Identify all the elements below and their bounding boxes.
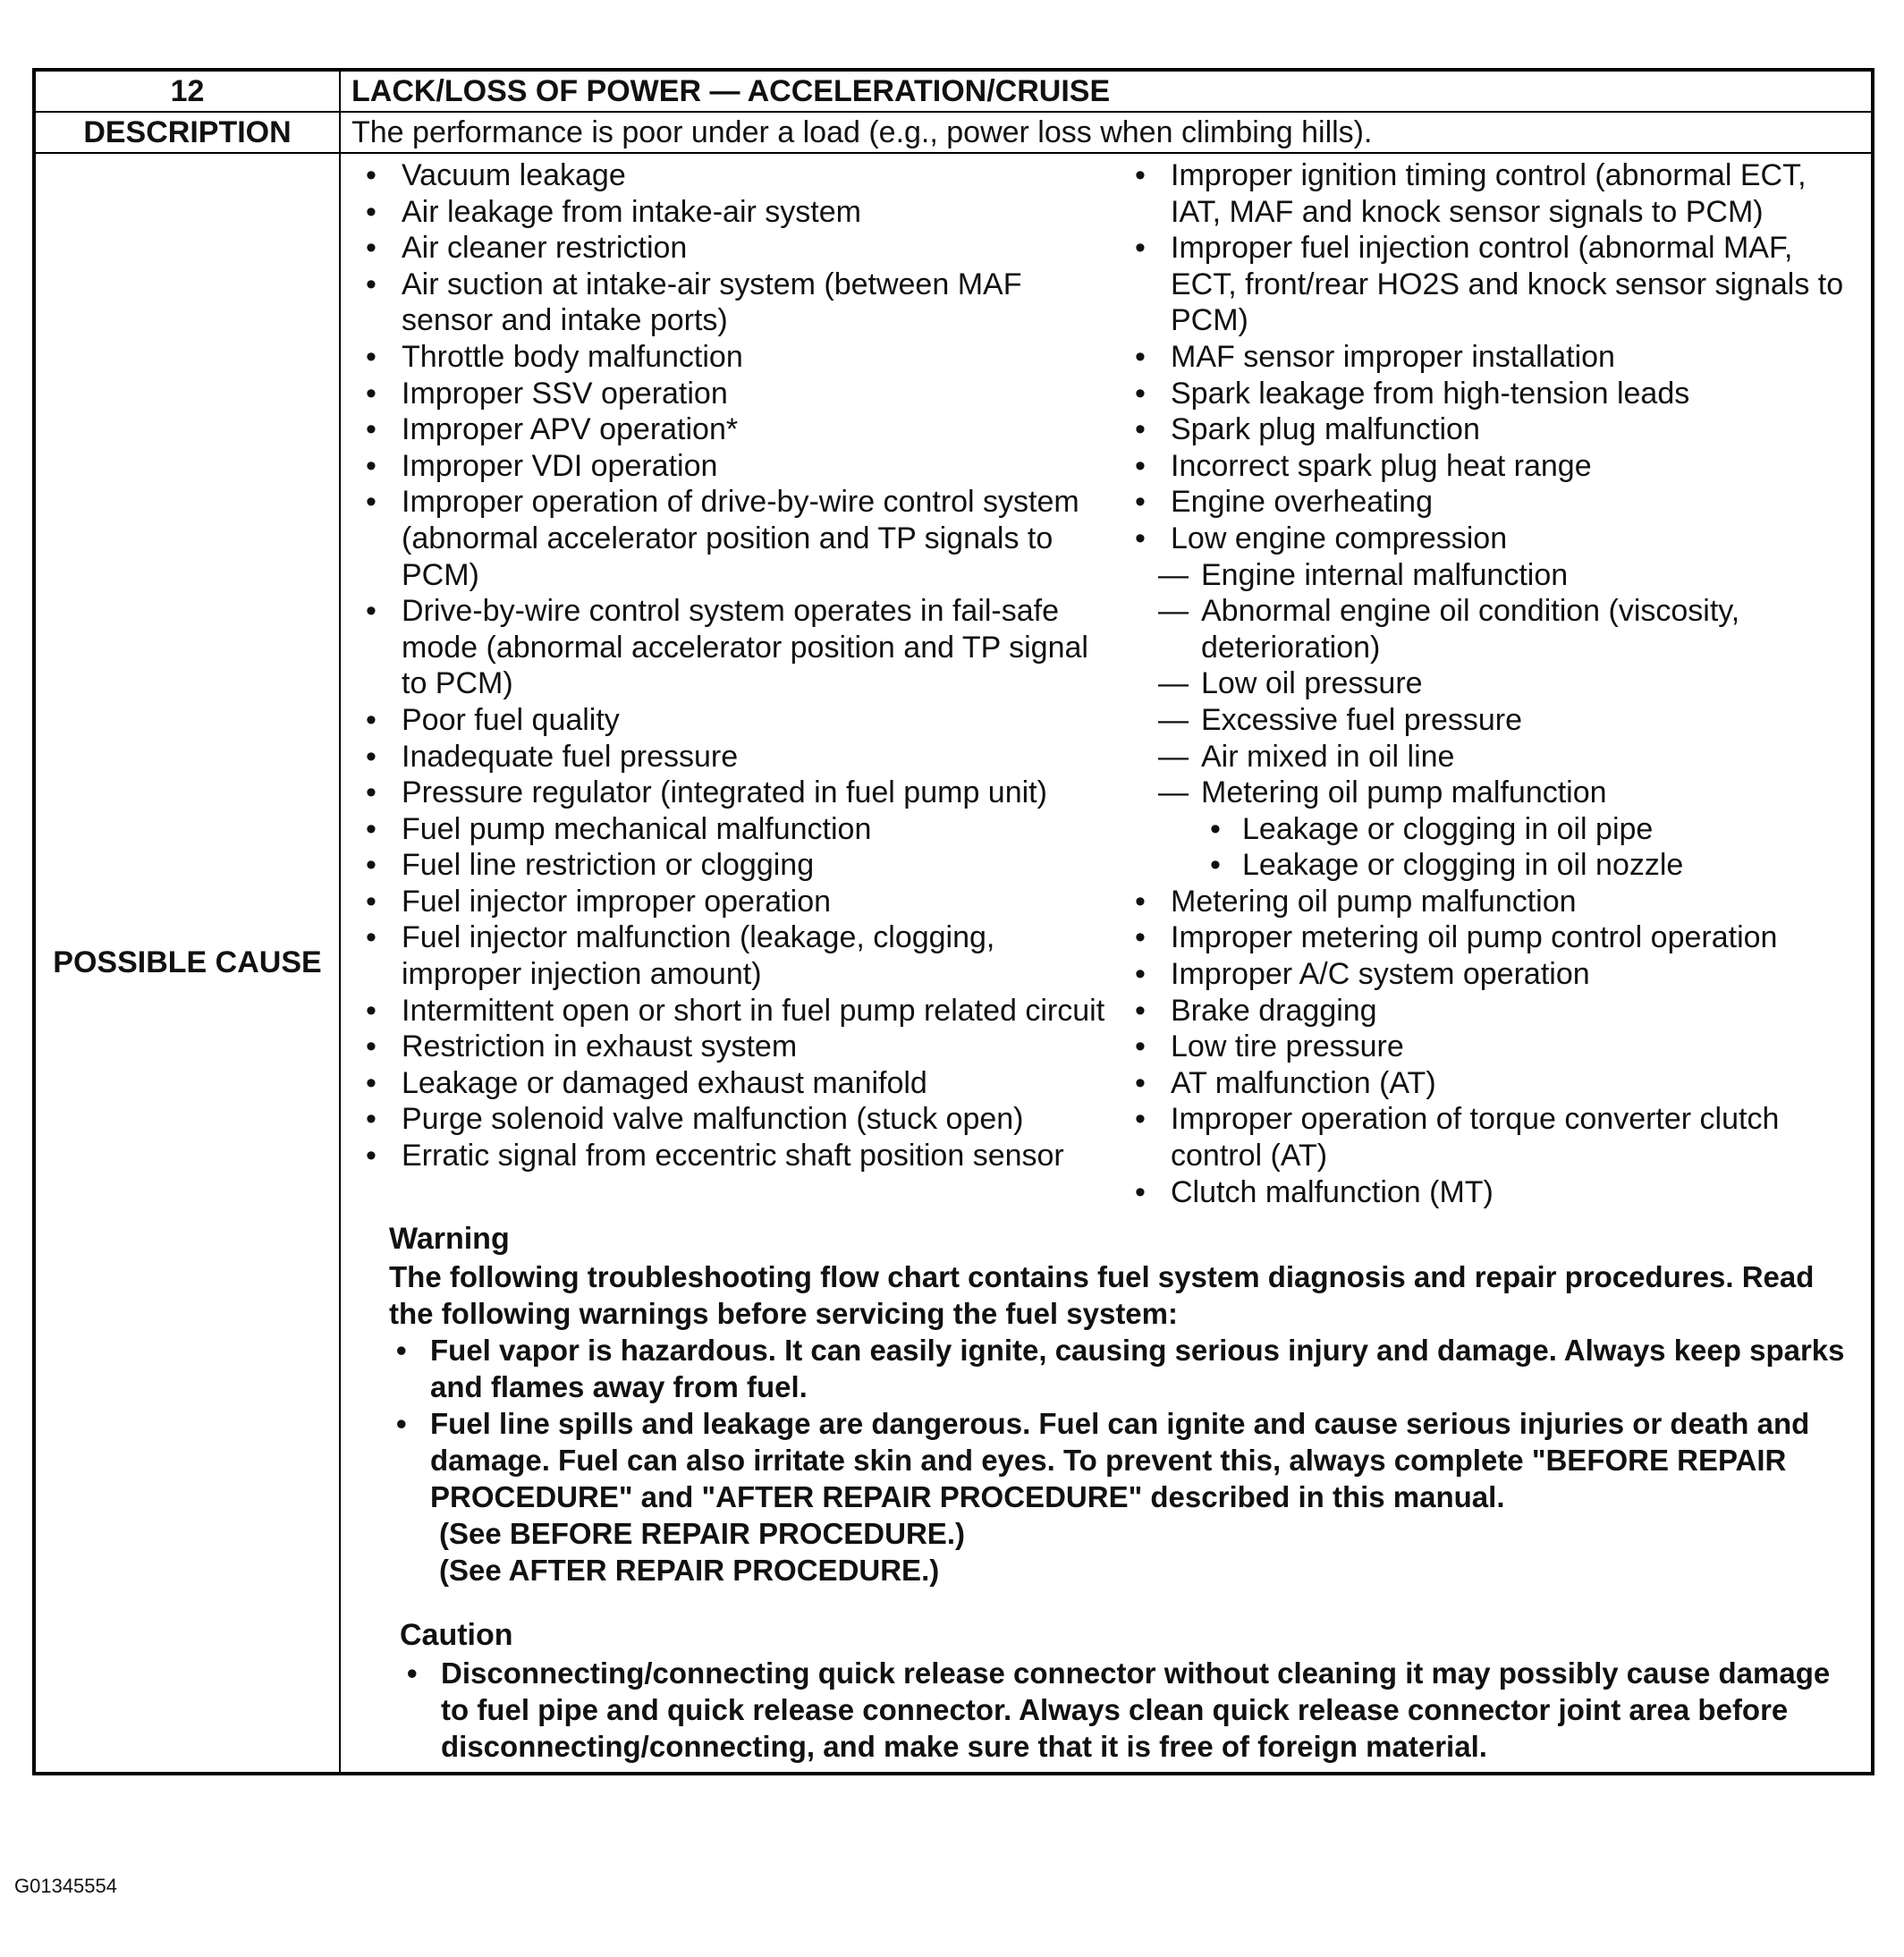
troubleshooting-table: [32, 68, 1874, 1775]
list-item: • Air leakage from intake-air system: [351, 194, 1113, 231]
list-item: • Spark leakage from high-tension leads: [1121, 376, 1854, 412]
sub-list-item: — Metering oil pump malfunction: [1121, 775, 1854, 811]
sub-list-item: — Air mixed in oil line: [1121, 739, 1854, 775]
list-item: • Improper APV operation*: [351, 411, 1113, 448]
list-item: • Fuel pump mechanical malfunction: [351, 811, 1113, 848]
header-row: [34, 70, 1873, 112]
list-item: • Pressure regulator (integrated in fuel pump unit): [351, 775, 1113, 811]
list-item: • Fuel injector malfunction (leakage, clogging, improper injection amount): [351, 919, 1113, 992]
sub-list-item: — Abnormal engine oil condition (viscosity, deterioration): [1121, 593, 1854, 665]
list-item: • Improper ignition timing control (abnormal ECT, IAT, MAF and knock sensor signals to PCM): [1121, 157, 1854, 230]
list-item: • Improper operation of drive-by-wire control system (abnormal accelerator position and TP signals to PCM): [351, 484, 1113, 593]
list-item: • Improper A/C system operation: [1121, 956, 1854, 993]
list-item: • Fuel line restriction or clogging: [351, 847, 1113, 884]
sub-list-item: — Excessive fuel pressure: [1121, 702, 1854, 739]
possible-cause-body: [340, 153, 1873, 1774]
list-item: • Improper SSV operation: [351, 376, 1113, 412]
list-item: • Restriction in exhaust system: [351, 1029, 1113, 1065]
cause-list-right: [1121, 157, 1854, 1210]
list-item: • Engine overheating: [1121, 484, 1854, 521]
list-item: • Improper operation of torque converter clutch control (AT): [1121, 1101, 1854, 1173]
description-text: The performance is poor under a load (e.g., power loss when climbing hills).: [340, 112, 1873, 153]
list-item: • Fuel injector improper operation: [351, 884, 1113, 920]
list-item: • Vacuum leakage: [351, 157, 1113, 194]
list-item: • AT malfunction (AT): [1121, 1065, 1854, 1102]
list-item: • Improper fuel injection control (abnormal MAF, ECT, front/rear HO2S and knock sensor signals to PCM): [1121, 230, 1854, 339]
cause-list-left: [351, 157, 1113, 1210]
possible-cause-label: POSSIBLE CAUSE: [34, 153, 340, 1774]
list-item: • MAF sensor improper installation: [1121, 339, 1854, 376]
list-item: • Improper VDI operation: [351, 448, 1113, 485]
list-item: • Air cleaner restriction: [351, 230, 1113, 267]
sub-list-item: — Engine internal malfunction: [1121, 557, 1854, 594]
warning-item: • Fuel vapor is hazardous. It can easily ignite, causing serious injury and damage. Always keep sparks and flames away from fuel.: [389, 1332, 1864, 1405]
list-item: • Incorrect spark plug heat range: [1121, 448, 1854, 485]
caution-item: • Disconnecting/connecting quick release connector without cleaning it may possibly cause damage to fuel pipe and quick release connector. Always clean quick release connector joint area before disconnecting/connecting, and make sure that it is free of foreign material.: [400, 1655, 1864, 1765]
list-item: • Intermittent open or short in fuel pump related circuit: [351, 993, 1113, 1029]
sub-sub-list-item: • Leakage or clogging in oil nozzle: [1121, 847, 1854, 884]
list-item: • Drive-by-wire control system operates in fail-safe mode (abnormal accelerator position and TP signal to PCM): [351, 593, 1113, 702]
caution-title: Caution: [400, 1618, 513, 1653]
list-item: • Improper metering oil pump control operation: [1121, 919, 1854, 956]
warning-title: Warning: [389, 1222, 510, 1257]
sub-sub-list-item: • Leakage or clogging in oil pipe: [1121, 811, 1854, 848]
sub-list-item: — Low oil pressure: [1121, 665, 1854, 702]
description-label: DESCRIPTION: [34, 112, 340, 153]
list-item: • Air suction at intake-air system (between MAF sensor and intake ports): [351, 267, 1113, 339]
list-item: • Metering oil pump malfunction: [1121, 884, 1854, 920]
list-item: • Brake dragging: [1121, 993, 1854, 1029]
warning-item: • Fuel line spills and leakage are dangerous. Fuel can ignite and cause serious injuries or death and damage. Fuel can also irritate skin and eyes. To prevent this, always complete "BEFORE REPAIR PROCEDURE" and "AFTER REPAIR PROCEDURE" described in this manual.: [389, 1405, 1864, 1515]
see-before-repair-link: (See BEFORE REPAIR PROCEDURE.): [439, 1517, 965, 1551]
list-item: • Leakage or damaged exhaust manifold: [351, 1065, 1113, 1102]
list-item: • Clutch malfunction (MT): [1121, 1174, 1854, 1211]
list-item: • Throttle body malfunction: [351, 339, 1113, 376]
list-item: • Spark plug malfunction: [1121, 411, 1854, 448]
warning-block: [389, 1219, 1864, 1588]
list-item: • Low tire pressure: [1121, 1029, 1854, 1065]
list-item: • Purge solenoid valve malfunction (stuck open): [351, 1101, 1113, 1138]
description-row: [34, 112, 1873, 153]
list-item: • Erratic signal from eccentric shaft position sensor: [351, 1138, 1113, 1174]
symptom-number: 12: [34, 70, 340, 112]
caution-block: [400, 1615, 1864, 1765]
figure-id: G01345554: [14, 1875, 117, 1897]
list-item: • Inadequate fuel pressure: [351, 739, 1113, 775]
possible-cause-row: [34, 153, 1873, 1774]
list-item: • Poor fuel quality: [351, 702, 1113, 739]
symptom-title: LACK/LOSS OF POWER — ACCELERATION/CRUISE: [340, 70, 1873, 112]
list-item: • Low engine compression: [1121, 521, 1854, 557]
warning-intro: The following troubleshooting flow chart contains fuel system diagnosis and repair procedures. Read the following warnings before servicing the fuel system:: [389, 1260, 1815, 1331]
see-after-repair-link: (See AFTER REPAIR PROCEDURE.): [439, 1554, 940, 1588]
